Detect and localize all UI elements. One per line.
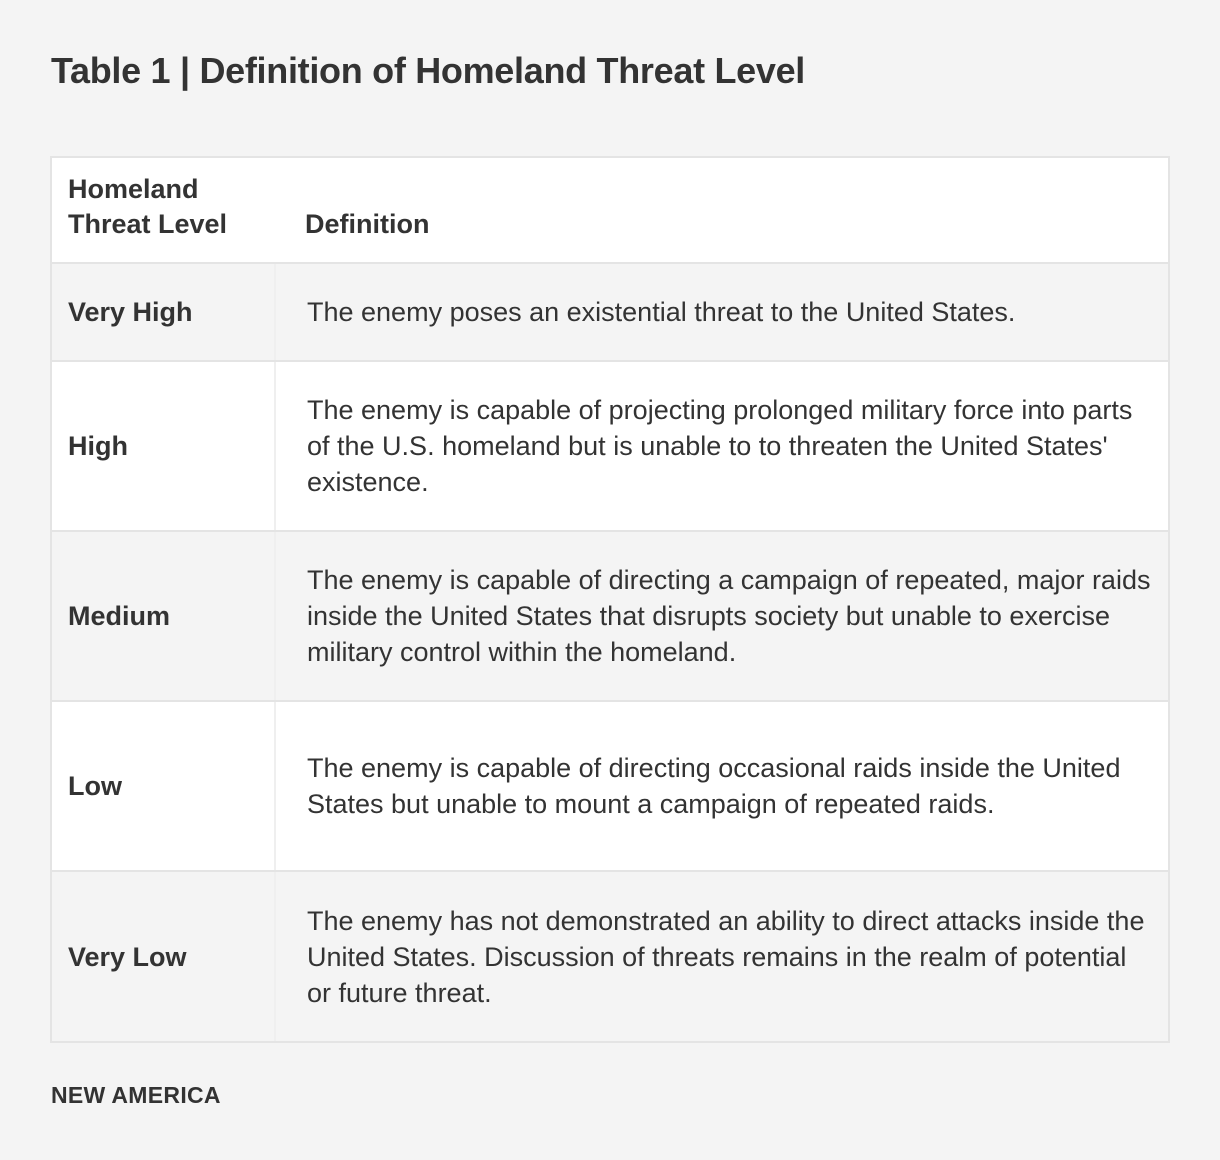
- page-title: Table 1 | Definition of Homeland Threat Level: [51, 50, 806, 91]
- definition-cell: The enemy is capable of directing a campaign of repeated, major raids inside the United States that disrupts society but unable to exercise military control within the homeland.: [275, 531, 1168, 701]
- definition-cell: The enemy is capable of projecting prolonged military force into parts of the U.S. homeland but is unable to to threaten the United States' existence.: [275, 361, 1168, 531]
- column-header-definition: Definition: [275, 158, 1168, 263]
- table-row: [52, 263, 1168, 361]
- definition-cell: The enemy is capable of directing occasional raids inside the United States but unable to mount a campaign of repeated raids.: [275, 701, 1168, 871]
- threat-level-cell: High: [52, 361, 275, 531]
- table-header-row: [52, 158, 1168, 263]
- table-row: [52, 871, 1168, 1041]
- threat-level-cell: Low: [52, 701, 275, 871]
- definition-cell: The enemy has not demonstrated an ability to direct attacks inside the United States. Discussion of threats remains in the realm of potential or future threat.: [275, 871, 1168, 1041]
- brand-footer: NEW AMERICA: [51, 1082, 221, 1108]
- threat-level-cell: Medium: [52, 531, 275, 701]
- threat-level-table: [50, 156, 1170, 1043]
- table-row: [52, 361, 1168, 531]
- table-row: [52, 701, 1168, 871]
- table-row: [52, 531, 1168, 701]
- threat-level-cell: Very Low: [52, 871, 275, 1041]
- threat-level-cell: Very High: [52, 263, 275, 361]
- column-header-threat-level: Homeland Threat Level: [52, 158, 275, 263]
- definition-cell: The enemy poses an existential threat to the United States.: [275, 263, 1168, 361]
